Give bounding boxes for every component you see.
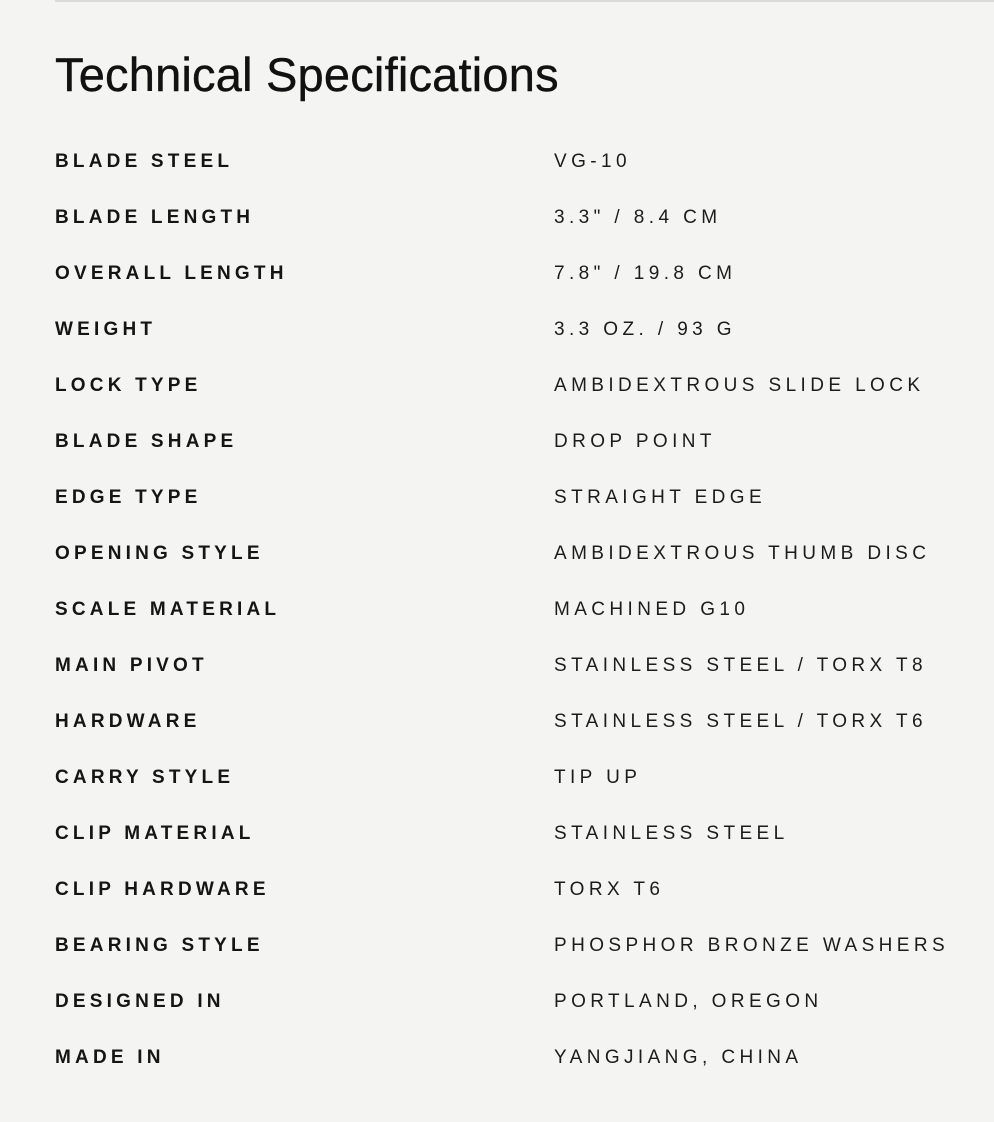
spec-row-scale-material bbox=[55, 582, 955, 638]
spec-row-hardware bbox=[55, 694, 955, 750]
spec-label: BEARING STYLE bbox=[55, 935, 264, 956]
spec-value: 3.3 OZ. / 93 G bbox=[554, 319, 736, 340]
spec-row-main-pivot bbox=[55, 638, 955, 694]
spec-value: 3.3" / 8.4 CM bbox=[554, 207, 722, 228]
spec-label: OPENING STYLE bbox=[55, 543, 264, 564]
spec-value: STAINLESS STEEL / TORX T8 bbox=[554, 655, 927, 676]
spec-value: PORTLAND, OREGON bbox=[554, 991, 823, 1012]
spec-row-edge-type bbox=[55, 470, 955, 526]
spec-value: STAINLESS STEEL bbox=[554, 823, 789, 844]
spec-list bbox=[55, 134, 955, 1086]
spec-row-opening-style bbox=[55, 526, 955, 582]
spec-label: BLADE LENGTH bbox=[55, 207, 255, 228]
spec-value: YANGJIANG, CHINA bbox=[554, 1047, 803, 1068]
spec-label: OVERALL LENGTH bbox=[55, 263, 288, 284]
spec-label: WEIGHT bbox=[55, 319, 157, 340]
spec-value: DROP POINT bbox=[554, 431, 716, 452]
spec-label: MAIN PIVOT bbox=[55, 655, 208, 676]
spec-label: HARDWARE bbox=[55, 711, 201, 732]
spec-row-blade-shape bbox=[55, 414, 955, 470]
spec-row-designed-in bbox=[55, 974, 955, 1030]
spec-row-overall-length bbox=[55, 246, 955, 302]
spec-label: BLADE SHAPE bbox=[55, 431, 238, 452]
spec-value: STAINLESS STEEL / TORX T6 bbox=[554, 711, 927, 732]
spec-value: MACHINED G10 bbox=[554, 599, 750, 620]
spec-row-carry-style bbox=[55, 750, 955, 806]
spec-label: CLIP HARDWARE bbox=[55, 879, 270, 900]
spec-value: VG-10 bbox=[554, 151, 631, 172]
spec-label: MADE IN bbox=[55, 1047, 165, 1068]
spec-value: PHOSPHOR BRONZE WASHERS bbox=[554, 935, 950, 956]
spec-value: 7.8" / 19.8 CM bbox=[554, 263, 737, 284]
section-title: Technical Specifications bbox=[55, 48, 559, 101]
spec-value: AMBIDEXTROUS SLIDE LOCK bbox=[554, 375, 925, 396]
spec-row-weight bbox=[55, 302, 955, 358]
spec-label: SCALE MATERIAL bbox=[55, 599, 281, 620]
spec-row-made-in bbox=[55, 1030, 955, 1086]
spec-row-bearing-style bbox=[55, 918, 955, 974]
spec-label: LOCK TYPE bbox=[55, 375, 202, 396]
spec-label: CLIP MATERIAL bbox=[55, 823, 255, 844]
spec-value: TORX T6 bbox=[554, 879, 665, 900]
spec-row-clip-material bbox=[55, 806, 955, 862]
spec-row-clip-hardware bbox=[55, 862, 955, 918]
spec-value: STRAIGHT EDGE bbox=[554, 487, 767, 508]
spec-value: AMBIDEXTROUS THUMB DISC bbox=[554, 543, 931, 564]
spec-label: CARRY STYLE bbox=[55, 767, 235, 788]
spec-row-blade-steel bbox=[55, 134, 955, 190]
spec-label: DESIGNED IN bbox=[55, 991, 225, 1012]
spec-label: BLADE STEEL bbox=[55, 151, 234, 172]
section-divider bbox=[55, 0, 994, 2]
spec-value: TIP UP bbox=[554, 767, 642, 788]
spec-row-blade-length bbox=[55, 190, 955, 246]
spec-row-lock-type bbox=[55, 358, 955, 414]
spec-label: EDGE TYPE bbox=[55, 487, 202, 508]
